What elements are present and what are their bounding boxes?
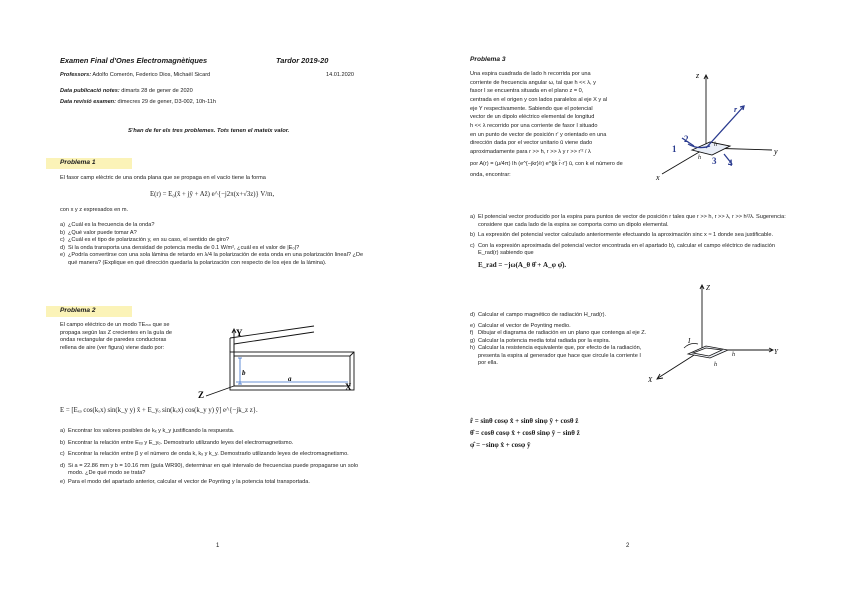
- question-label: c): [60, 451, 65, 458]
- axis-y-label: Y: [236, 328, 243, 338]
- question-text: Encontrar la relación entre β y el número de onda k, kₓ y k_y. Demostrarlo utilizando leyes de electromagnetismo.: [68, 451, 349, 458]
- question-text: Calcular la potencia media total radiada por la espira.: [478, 337, 611, 344]
- axis-z-label: Z: [706, 284, 710, 292]
- instructions: S'han de fer els tres problemes. Tots tenen el mateix valor.: [128, 128, 290, 134]
- question-label: h): [470, 345, 475, 352]
- problem1-question: [60, 252, 368, 267]
- dimension-b-label: b: [242, 369, 246, 377]
- problem3-question: [470, 243, 788, 258]
- question-text: Calcular el vector de Poynting medio.: [478, 322, 571, 329]
- question-label: b): [470, 232, 475, 239]
- unit-vector-r: r̂ = sinθ cosφ x̂ + sinθ sinφ ŷ + cosθ ẑ: [470, 417, 579, 425]
- question-label: e): [60, 252, 65, 259]
- intro-line: centrada en el origen y con lados paralelos al eje X y al: [470, 96, 608, 103]
- question-text: Con la expresión aproximada del potencial vector encontrada en el apartado b), calcular el campo eléctrico de radiación E_rad(r) sabiendo que: [478, 242, 775, 257]
- waveguide-dimensions: [236, 358, 348, 384]
- problem1-heading: Problema 1: [46, 158, 132, 169]
- problem2-question: [60, 428, 370, 436]
- problem1-units-note: con x y z expresados en m.: [60, 207, 129, 213]
- intro-line: por A(r) = (μ/4π) Ih (e^{−jkr}/r) e^{jk r̂·r'} û, con k el número de: [470, 160, 623, 167]
- question-text: Si la onda transporta una densidad de potencia media de 0.1 W/m², ¿cuál es el valor de |E₀|?: [68, 244, 300, 251]
- question-text: Dibujar el diagrama de radiación en un plano que contenga al eje Z.: [478, 330, 647, 337]
- loop-axes: [662, 75, 772, 174]
- intro-line: en un punto de vector de posición r' y orientado en una: [470, 131, 607, 138]
- intro-line: h << λ recorrido por una corriente de fasor I situado: [470, 122, 598, 129]
- side-h-label: h: [714, 142, 717, 148]
- side-4-label: 4: [728, 158, 733, 168]
- problem2-question: [60, 463, 370, 478]
- axis-y-label: Y: [774, 348, 778, 356]
- intro-line: dirección dada por el vector unitario û viene dado: [470, 140, 593, 147]
- problem3-questions-continued: [470, 312, 650, 368]
- question-text: Calcular el campo magnético de radiación H_rad(r).: [478, 312, 607, 318]
- problem1-question: [60, 237, 368, 245]
- question-label: d): [470, 312, 475, 318]
- question-text: ¿Qué valor puede tomar A?: [68, 229, 137, 236]
- dimension-a-label: a: [288, 375, 292, 383]
- page-number-2: 2: [626, 543, 630, 549]
- waveguide-back-edges: [230, 326, 354, 356]
- problem3-question: [470, 312, 650, 320]
- problem1-question: [60, 222, 368, 230]
- intro-line: aproximadamente para r >> h, r >> λ y r >> r'² / λ: [470, 148, 591, 155]
- publication-label: Data publicació notes:: [60, 88, 120, 94]
- loop-figure: [652, 66, 792, 190]
- question-label: d): [60, 244, 65, 251]
- question-label: b): [60, 439, 65, 446]
- professors-names: Adolfo Comerón, Federico Dios, Michaël Sicard: [92, 72, 211, 78]
- question-label: a): [60, 222, 65, 228]
- review-date: dimecres 29 de gener, D3-002, 10h-11h: [117, 99, 217, 105]
- loop2-square: [688, 346, 728, 358]
- problem1-question: [60, 245, 368, 253]
- intro-line: eje Y respectivamente. Sabiendo que el potencial: [470, 105, 593, 112]
- question-label: c): [470, 242, 475, 249]
- problem3-question: [470, 232, 788, 240]
- question-text: Si a = 22.86 mm y b = 10.16 mm (guía WR90), determinar en qué intervalo de frecuencias puede propagarse un solo modo. ¿De qué modo se trata?: [68, 462, 359, 477]
- question-label: f): [470, 330, 474, 337]
- question-text: E_rad = −jω(A_θ θ̂ + A_φ φ̂).: [478, 260, 567, 269]
- question-label: b): [60, 229, 65, 236]
- question-text: Para el modo del apartado anterior, calcular el vector de Poynting y la potencia total transportada.: [68, 478, 310, 485]
- problem3-question: [470, 330, 650, 338]
- problem3-heading: Problema 3: [470, 56, 506, 63]
- problem3-question: [470, 345, 650, 368]
- waveguide-axes: [206, 329, 344, 396]
- publication-date: dimarts 28 de gener de 2020: [121, 88, 193, 94]
- question-label: e): [470, 322, 475, 329]
- exam-term: Tardor 2019-20: [276, 56, 329, 65]
- question-text: ¿Podría convertirse con una sola lámina de retardo en λ/4 la polarización de esta onda en una polarización lineal? ¿De qué manera? (Explique en qué dirección quedaría la polarización con respecto de los ejes de la lámina).: [68, 252, 364, 266]
- question-text: Encontrar la relación entre Eₓₒ y E_yₒ. Demostrarlo utilizando leyes del electromagnetismo.: [68, 439, 294, 446]
- problem1-intro: El fasor camp elèctric de una onda plana que se propaga en el vacío tiene la forma: [60, 175, 266, 181]
- question-text: ¿Cuál es el tipo de polarización y, en su caso, el sentido de giro?: [68, 237, 229, 244]
- waveguide-front-face: [230, 352, 354, 390]
- professors-label: Professors:: [60, 72, 92, 78]
- unit-vectors: [470, 416, 580, 452]
- exam-title: Examen Final d'Ones Electromagnètiques: [60, 56, 208, 65]
- question-text: Encontrar los valores posibles de kₓ y k_y justificando la respuesta.: [68, 428, 235, 434]
- problem2-question: [60, 479, 370, 487]
- side-1-label: 1: [672, 144, 677, 154]
- axis-z-label: z: [696, 71, 700, 80]
- intro-line: Una espira cuadrada de lado h recorrida por una: [470, 71, 591, 77]
- question-label: [470, 261, 478, 270]
- problem2-question: [60, 440, 370, 448]
- loop-figure-2: [648, 278, 788, 386]
- axis-x-label: X: [648, 376, 653, 384]
- problem3-question: [470, 214, 788, 229]
- problem3-question: [470, 323, 650, 331]
- intro-line: onda, encontrar:: [470, 172, 511, 179]
- intro-line: fasor I se encuentra situada en el plano z = 0,: [470, 88, 584, 95]
- professors-line: [60, 72, 210, 80]
- waveguide-figure: [194, 318, 364, 402]
- side-h-label: h: [732, 352, 735, 358]
- unit-vector-phi: φ̂ = −sinφ x̂ + cosφ ŷ: [470, 440, 531, 449]
- current-i-label: I: [688, 337, 691, 345]
- review-line: [60, 99, 216, 107]
- problem2-heading: Problema 2: [46, 306, 132, 317]
- side-3-label: 3: [712, 156, 717, 166]
- axis-x-label: x: [656, 173, 660, 182]
- side-h-label: h: [714, 362, 717, 368]
- question-label: c): [60, 237, 65, 244]
- problem3-intro: [470, 70, 650, 180]
- side-h-label: h: [698, 155, 701, 161]
- question-text: ¿Cuál es la frecuencia de la onda?: [68, 222, 155, 228]
- publication-line: [60, 88, 193, 96]
- question-text: Calcular la resistencia equivalente que, por efecto de la radiación, presenta la espira al generador que hace que circule la corriente I por ella.: [478, 345, 642, 367]
- problem3-questions: [470, 214, 788, 276]
- question-label: e): [60, 478, 65, 485]
- exam-date: 14.01.2020: [326, 72, 354, 78]
- problem2-questions: [60, 428, 370, 486]
- problem2-equation: E = [Eₓₒ cos(kₓx) sin(k_y y) x̂ + E_yₒ sin(kₓx) cos(k_y y) ŷ] e^{−jk_z z}.: [60, 407, 258, 414]
- problem1-questions: [60, 222, 368, 267]
- question-text: La expresión del potencial vector calculado anteriormente efectuando la aproximación sinc x ≈ 1 donde sea justificable.: [478, 232, 774, 239]
- question-text: El potencial vector producido por la espira para puntos de vector de posición r tales que r >> h, r >> λ, r >> h²/λ. Sugerencia: considere que cada lado de la espira se comporta como un dipolo elemental.: [478, 214, 786, 228]
- intro-line: vector de un dipolo eléctrico elemental de longitud: [470, 114, 595, 121]
- problem1-equation: E(r) = E₀(x̂ + jŷ + Aẑ) e^{−j2π(x+√3z)} V/m,: [150, 191, 275, 198]
- unit-vector-theta: θ̂ = cosθ cosφ x̂ + cosθ sinφ ŷ − sinθ ẑ: [470, 428, 580, 437]
- question-label: a): [60, 428, 65, 434]
- review-label: Data revisió examen:: [60, 99, 116, 105]
- question-label: d): [60, 462, 65, 469]
- page-number-1: 1: [216, 543, 220, 549]
- question-label: g): [470, 337, 475, 344]
- vector-r-label: r: [734, 105, 738, 114]
- intro-line: corriente de frecuencia angular ω, tal que h << λ, y: [470, 79, 596, 86]
- loop2-current-arrow: [684, 344, 698, 349]
- problem3-question: [470, 261, 788, 270]
- axis-y-label: y: [774, 147, 778, 156]
- problem2-question: [60, 451, 370, 459]
- axis-x-label: X: [345, 382, 352, 392]
- problem1-question: [60, 230, 368, 238]
- question-label: a): [470, 214, 475, 220]
- problem3-question: [470, 338, 650, 346]
- axis-z-label: Z: [198, 390, 205, 400]
- problem2-intro: El campo eléctrico de un modo TEₘₙ que se propaga según las Z crecientes en la guía de ondas rectangular de paredes conductoras rellena de aire (ver figura) viene dado por:: [60, 322, 172, 351]
- side-2-label: 2: [684, 134, 689, 144]
